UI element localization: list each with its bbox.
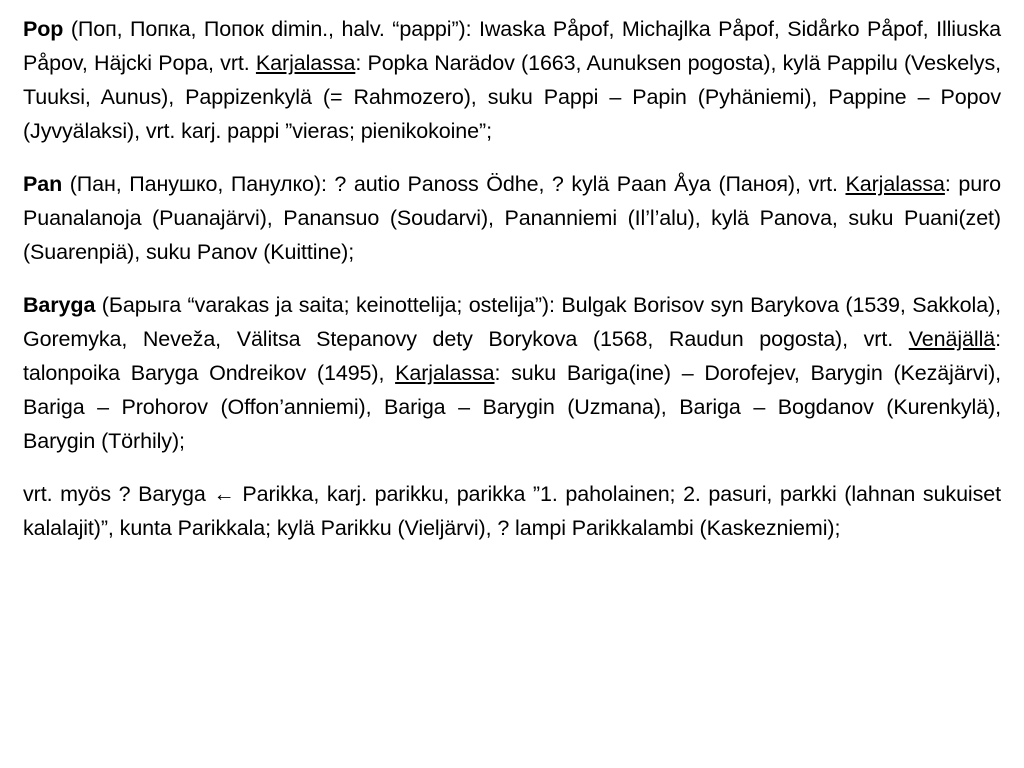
- entry-term: Baryga: [23, 293, 96, 317]
- entry-text: vrt. myös ? Baryga ← Parikka, karj. parikku, parikka ”1. paholainen; 2. pasuri, parkki (lahnan sukuiset kalalajit)”, kunta Parikkala; kylä Parikku (Vieljärvi), ? lampi Parikkalambi (Kaskezniemi);: [23, 482, 1001, 540]
- entry-term: Pan: [23, 172, 63, 196]
- entry-baryga: [23, 288, 1001, 458]
- underlined-word: Karjalassa: [395, 361, 495, 385]
- entry-text: (Барыга “varakas ja saita; keinottelija; ostelija”): Bulgak Borisov syn Barykova (1539, Sakkola), Goremyka, Neveža, Välitsa Stepanovy dety Borykova (1568, Raudun pogosta), vrt.: [23, 293, 1001, 351]
- entry-text: : suku Bariga(ine) – Dorofejev, Barygin (Kezäjärvi), Bariga – Prohorov (Offon’anniemi), Bariga – Barygin (Uzmana), Bariga – Bogdanov (Kurenkylä), Barygin (Törhily);: [23, 361, 1001, 453]
- entry-pop: [23, 12, 1001, 148]
- underlined-word: Venäjällä: [908, 327, 996, 351]
- underlined-word: Karjalassa: [255, 51, 356, 75]
- entry-text: (Поп, Попка, Попок dimin., halv. “pappi”): Iwaska Påpof, Michajlka Påpof, Sidårko Påpof, Illiuska Påpov, Häjcki Popa, vrt.: [23, 17, 1001, 75]
- entry-text: : Popka Narädov (1663, Aunuksen pogosta), kylä Pappilu (Veskelys, Tuuksi, Aunus), Pappizenkylä (= Rahmozero), suku Pappi – Papin (Pyhäniemi), Pappine – Popov (Jyvyälaksi), vrt. karj. pappi ”vieras; pienikokoine”;: [23, 51, 1001, 143]
- entry-term: Pop: [23, 17, 64, 41]
- entry-see-also: [23, 477, 1001, 545]
- entry-text: : puro Puanalanoja (Puanajärvi), Panansuo (Soudarvi), Pananniemi (Il’l’alu), kylä Panova, suku Puani(zet) (Suarenpiä), suku Panov (Kuittine);: [23, 172, 1001, 264]
- entry-text: : talonpoika Baryga Ondreikov (1495),: [23, 327, 1001, 385]
- entry-text: (Пан, Панушко, Панулко): ? autio Panoss Ödhe, ? kylä Paan Åya (Паноя), vrt.: [62, 172, 846, 196]
- underlined-word: Karjalassa: [845, 172, 945, 196]
- entry-pan: [23, 167, 1001, 269]
